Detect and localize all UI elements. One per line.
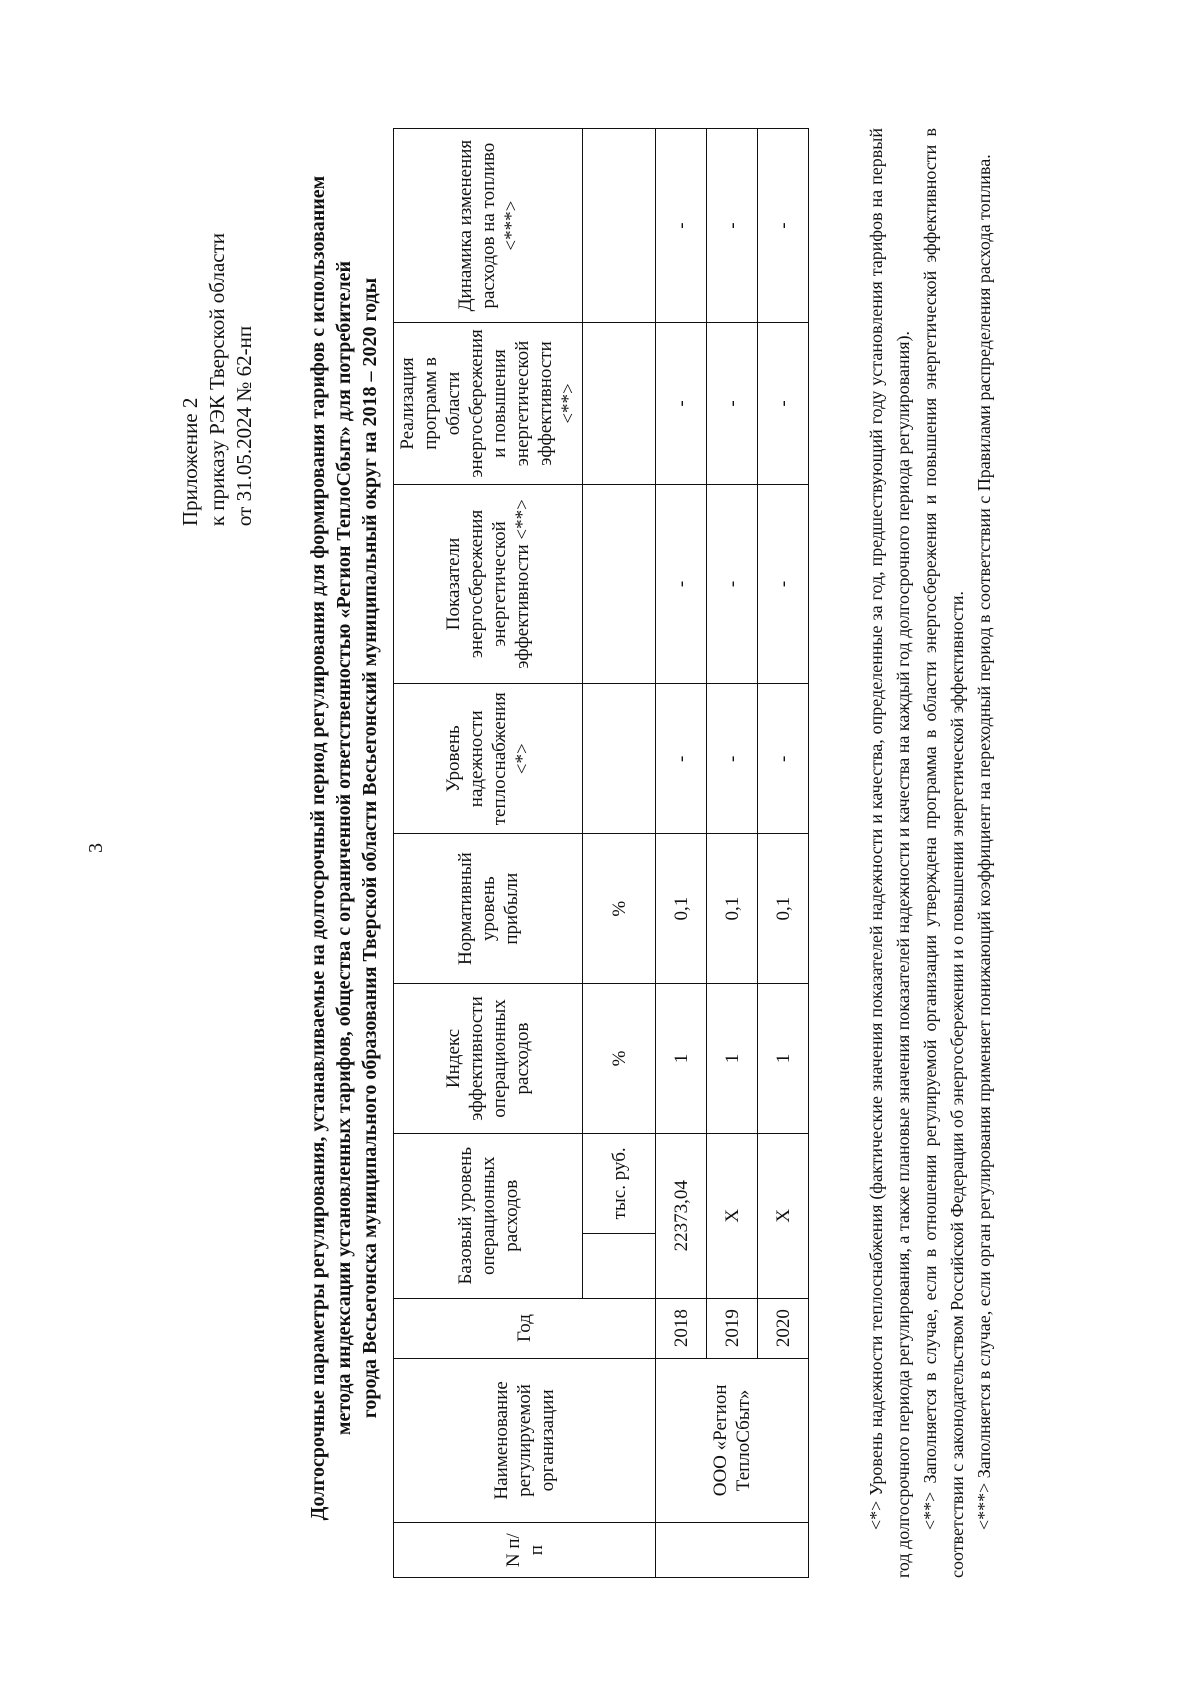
units-base: тыс. руб. (583, 1133, 656, 1233)
header-profit: Нормативный уровень прибыли (394, 834, 583, 984)
appendix-line: к приказу РЭК Тверской области (205, 233, 229, 527)
header-energy-indicators: Показатели энергосбережения энергетической эффективности <**> (394, 484, 583, 684)
footnote-fuel: <***> Заполняется в случае, если орган регулирования применяет понижающий коэффициент на переходный период в соответствии с Правилами распределения расхода топлива. (974, 154, 994, 1530)
table-header-row (394, 129, 583, 1578)
cell-org-name: ООО «Регион ТеплоСбыт» (656, 1358, 809, 1523)
header-org: Наименование регулируемой организации (394, 1358, 656, 1523)
footnote-reliability: <*> Уровень надежности теплоснабжения (фактические значения показателей надежности и качества, определенные за год, предшествующий году установления тарифов на первый год долгосрочного периода регулирования, а также плановые значения показателей надежности и качества на каждый год долгосрочного периода регулирования). (866, 128, 913, 1578)
title-line: метода индексации установленных тарифов, общества с ограниченной ответственностью «Регион ТеплоСбыт» для потребителей (333, 260, 355, 1436)
cell-reliability: - (707, 684, 758, 834)
cell-fuel: - (656, 129, 707, 323)
cell-base: 22373,04 (656, 1133, 707, 1298)
cell-index: 1 (707, 984, 758, 1134)
cell-energy: - (656, 484, 707, 684)
units-energy (583, 484, 656, 684)
header-programs: Реализация программ в области энергосбережения и повышения энергетической эффективности <**> (394, 323, 583, 484)
cell-index: 1 (758, 984, 809, 1134)
header-base: Базовый уровень операционных расходов (394, 1133, 583, 1298)
units-profit: % (583, 834, 656, 984)
appendix-line: от 31.05.2024 № 62-нп (232, 325, 256, 527)
cell-index: 1 (656, 984, 707, 1134)
appendix-header (177, 233, 258, 526)
cell-fuel: - (758, 129, 809, 323)
cell-programs: - (707, 323, 758, 484)
cell-year: 2018 (656, 1298, 707, 1358)
units-reliability (583, 684, 656, 834)
cell-profit: 0,1 (656, 834, 707, 984)
header-index: Индекс эффективности операционных расходов (394, 984, 583, 1134)
units-fuel (583, 129, 656, 323)
units-programs (583, 323, 656, 484)
cell-programs: - (656, 323, 707, 484)
document-title (305, 118, 383, 1578)
cell-year: 2019 (707, 1298, 758, 1358)
title-line: Долгосрочные параметры регулирования, устанавливаемые на долгосрочный период регулирования для формирования тарифов с использованием (307, 175, 329, 1521)
cell-base: X (758, 1133, 809, 1298)
parameters-table (393, 128, 809, 1578)
header-year: Год (394, 1298, 656, 1358)
page-number: 3 (85, 843, 107, 853)
cell-energy: - (758, 484, 809, 684)
cell-programs: - (758, 323, 809, 484)
cell-profit: 0,1 (707, 834, 758, 984)
units-empty (583, 1233, 656, 1298)
table-row (656, 129, 707, 1578)
rotated-landscape-page (35, 58, 1165, 1638)
cell-profit: 0,1 (758, 834, 809, 984)
cell-energy: - (707, 484, 758, 684)
cell-reliability: - (656, 684, 707, 834)
appendix-line: Приложение 2 (178, 397, 202, 527)
cell-year: 2020 (758, 1298, 809, 1358)
cell-reliability: - (758, 684, 809, 834)
footnote-energy: <**> Заполняется в случае, если в отношении регулируемой организации утверждена программа в области энергосбережения и повышения энергетической эффективности в соответствии с законодательством Российской Федерации об энергосбережении и о повышении энергетической эффективности. (920, 128, 967, 1578)
cell-fuel: - (707, 129, 758, 323)
header-reliability: Уровень надежности теплоснабжения <*> (394, 684, 583, 834)
footnotes (863, 128, 998, 1578)
header-num: N п/п (394, 1523, 656, 1578)
title-line: города Весьегонска муниципального образования Тверской области Весьегонский муниципальный округ на 2018 – 2020 годы (359, 277, 381, 1419)
header-fuel: Динамика изменения расходов на топливо <***> (394, 129, 583, 323)
cell-base: X (707, 1133, 758, 1298)
units-index: % (583, 984, 656, 1134)
cell-num (656, 1523, 809, 1578)
